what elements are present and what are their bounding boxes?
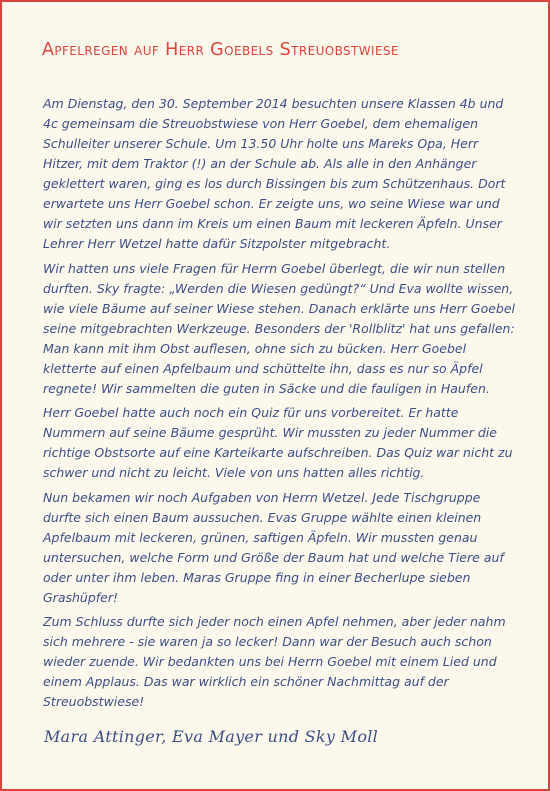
author-signature: Mara Attinger, Eva Mayer und Sky Moll (44, 727, 379, 746)
article-body (43, 94, 517, 717)
paragraph-1: Am Dienstag, den 30. September 2014 besuchten unsere Klassen 4b und 4c gemeinsam die Streuobstwiese von Herr Goebel, dem ehemaligen Schulleiter unserer Schule. Um 13.50 Uhr holte uns Mareks Opa, Herr Hitzer, mit dem Traktor (!) an der Schule ab. Als alle in den Anhänger geklettert waren, ging es los durch Bissingen bis zum Schützenhaus. Dort erwartete uns Herr Goebel schon. Er zeigte uns, wo seine Wiese war und wir setzten uns dann im Kreis um einen Baum mit leckeren Äpfeln. Unser Lehrer Herr Wetzel hatte dafür Sitzpolster mitgebracht. (43, 96, 506, 251)
paragraph-4: Nun bekamen wir noch Aufgaben von Herrn Wetzel. Jede Tischgruppe durfte sich einen Baum aussuchen. Evas Gruppe wählte einen kleinen Apfelbaum mit leckeren, grünen, saftigen Äpfeln. Wir mussten genau untersuchen, welche Form und Größe der Baum hat und welche Tiere auf oder unter ihm leben. Maras Gruppe fing in einer Becherlupe sieben Grashüpfer! (43, 489, 504, 605)
paragraph-5: Zum Schluss durfte sich jeder noch einen Apfel nehmen, aber jeder nahm sich mehrere - sie waren ja so lecker! Dann war der Besuch auch schon wieder zuende. Wir bedankten uns bei Herrn Goebel mit einem Lied und einem Applaus. Das war wirklich ein schöner Nachmittag auf der Streuobstwiese! (43, 614, 506, 709)
paragraph-2: Wir hatten uns viele Fragen für Herrn Goebel überlegt, die wir nun stellen durften. Sky fragte: „Werden die Wiesen gedüngt?“ Und Eva wollte wissen, wie viele Bäume auf seiner Wiese stehen. Danach erklärte uns Herr Goebel seine mitgebrachten Werkzeuge. Besonders der 'Rollblitz' hat uns gefallen: Man kann mit ihm Obst auflesen, ohne sich zu bücken. Herr Goebel kletterte auf einen Apfelbaum und schüttelte ihn, dass es nur so Äpfel regnete! Wir sammelten die guten in Säcke und die fauligen in Haufen. (43, 260, 516, 396)
paragraph-3: Herr Goebel hatte auch noch ein Quiz für uns vorbereitet. Er hatte Nummern auf seine Bäume gesprüht. Wir mussten zu jeder Nummer die richtige Obstsorte auf eine Karteikarte aufschreiben. Das Quiz war nicht zu schwer und nicht zu leicht. Viele von uns hatten alles richtig. (43, 405, 513, 480)
article-title: Apfelregen auf Herr Goebels Streuobstwiese (42, 40, 399, 60)
